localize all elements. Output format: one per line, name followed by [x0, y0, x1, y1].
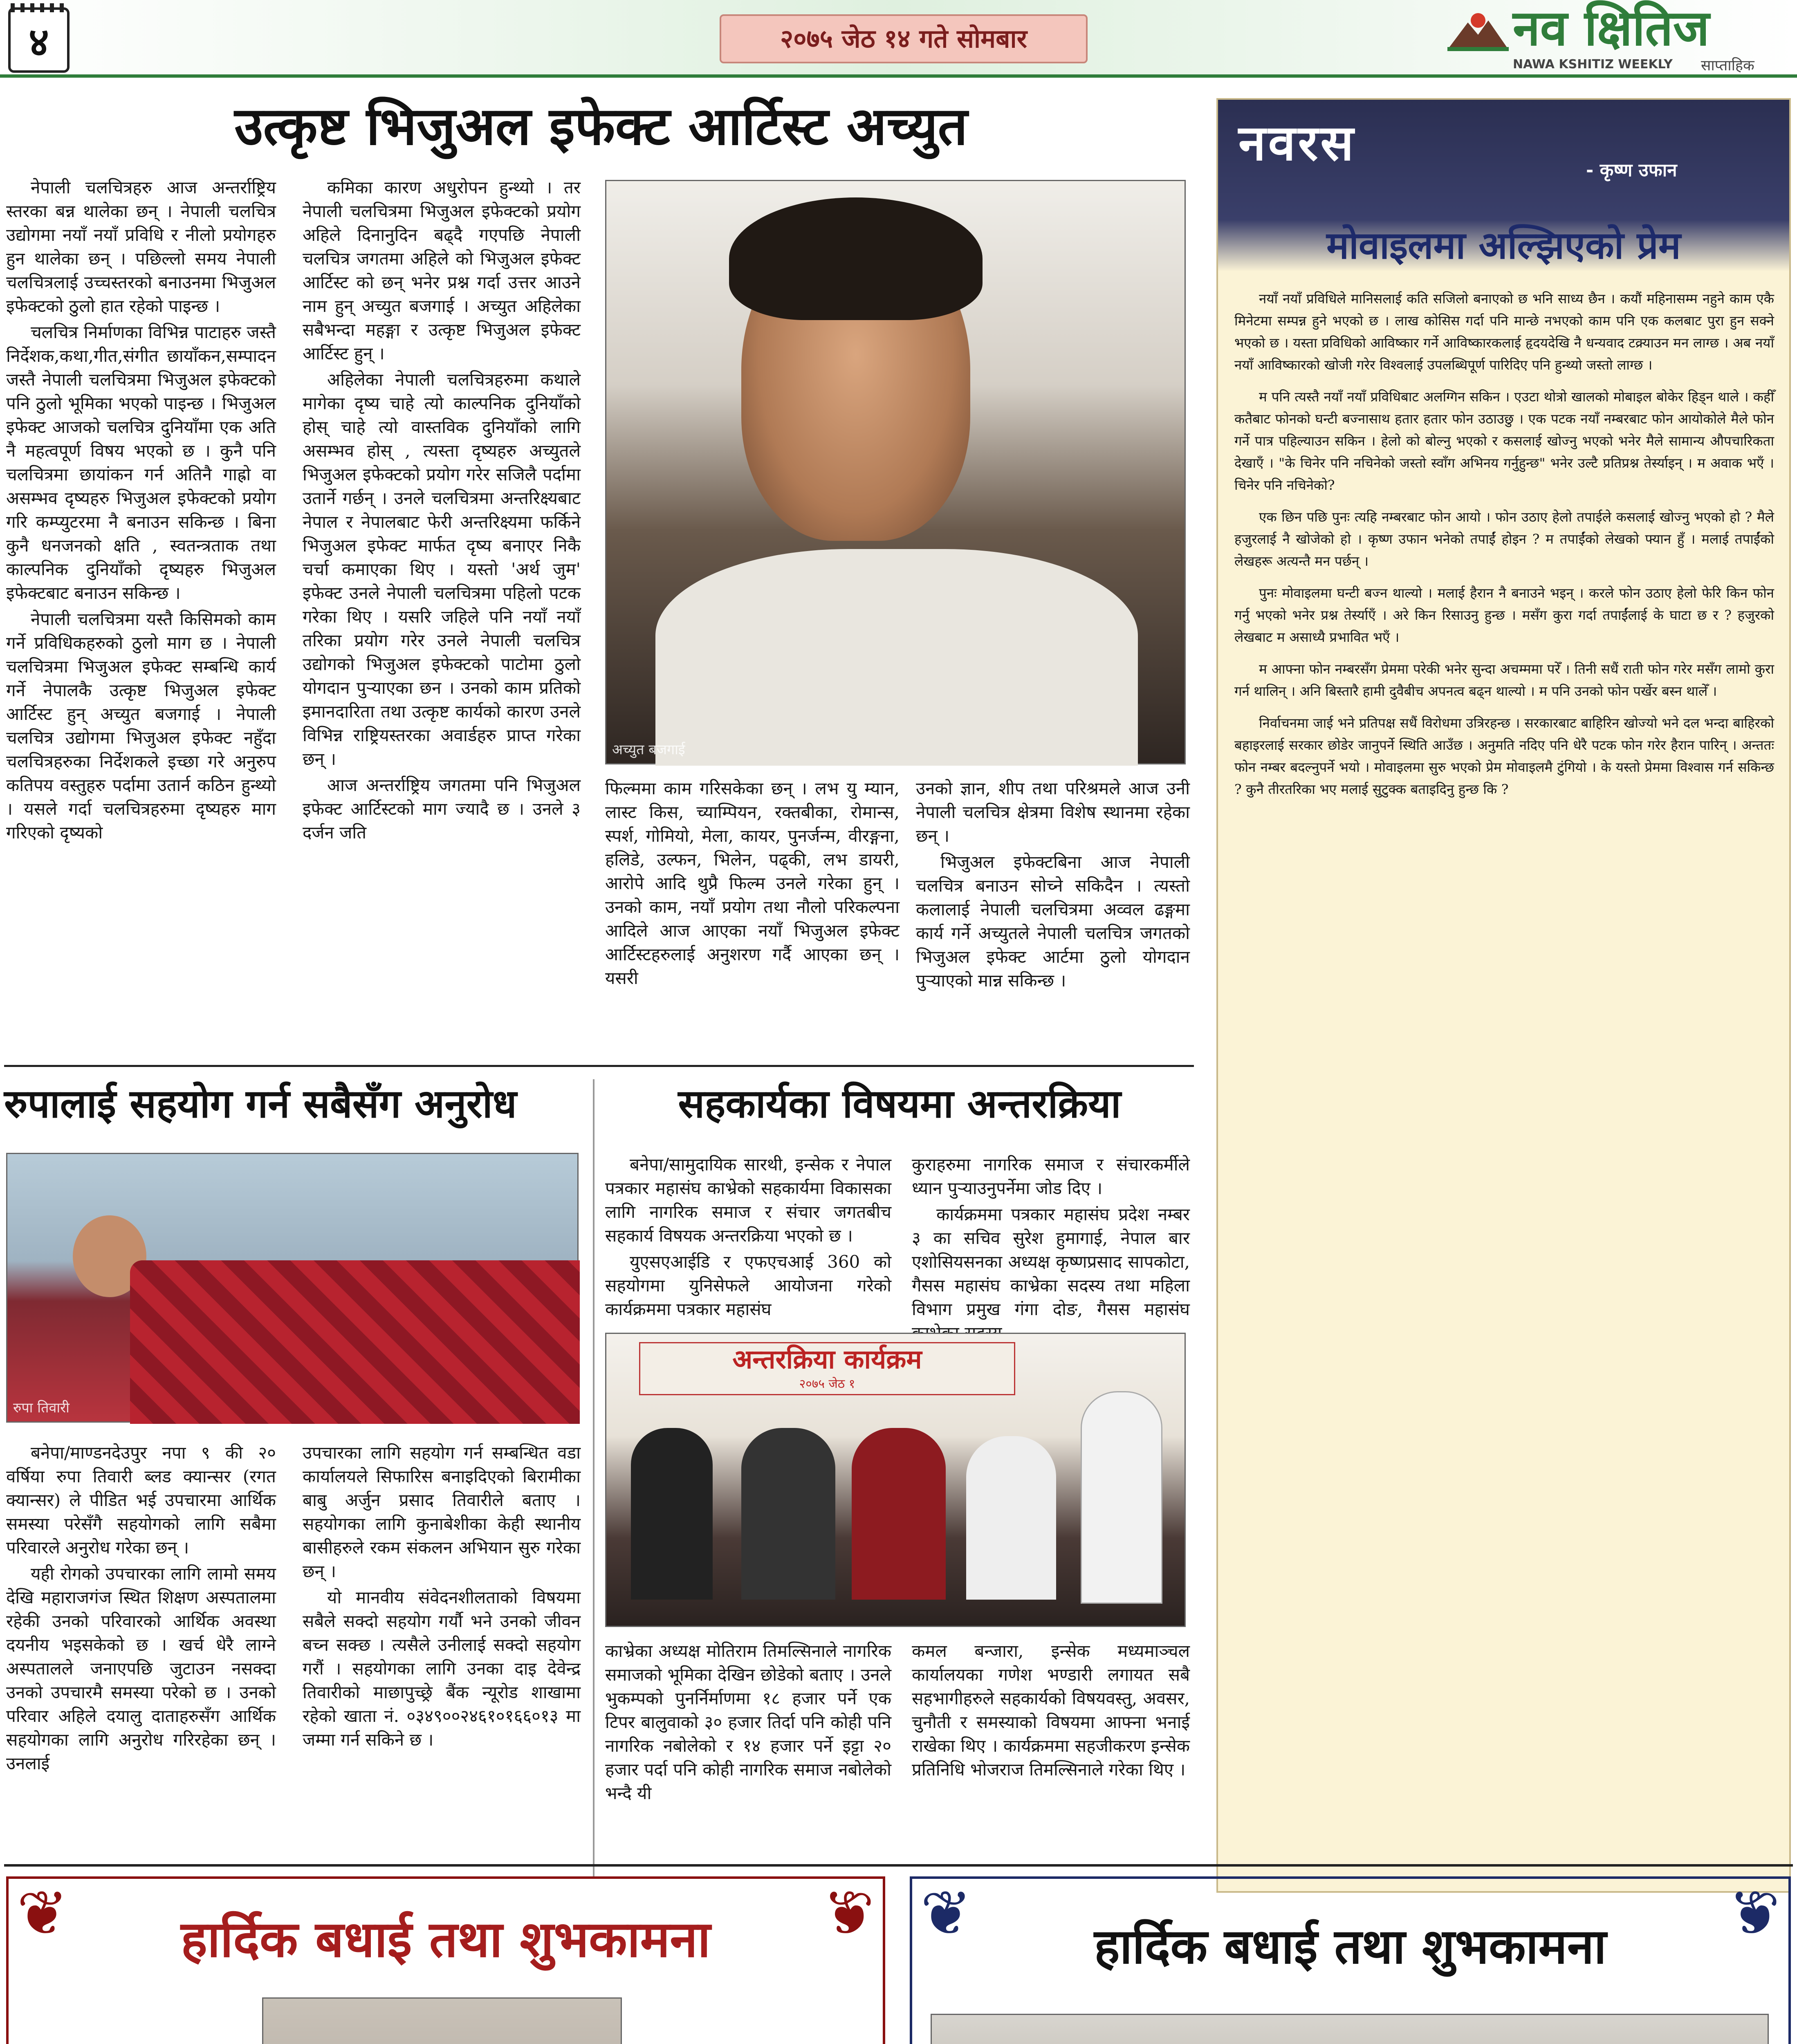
spiral-icon — [11, 3, 67, 12]
masthead-title: नव क्षितिज — [1513, 0, 1710, 57]
greeting2-group-photo — [931, 2014, 1769, 2044]
article1-portrait-photo — [605, 180, 1186, 764]
navras-para: पुनः मोवाइलमा घन्टी बज्न थाल्यो । मलाई हैरान नै बनाउने भइन् । करले फोन उठाए हेलो फेरि किन फोन गर्नु भएको भनेर प्रश्न तेर्स्याएँ । अरे किन रिसाउनु हुन्छ । मसँग कुरा गर्दा तपाईंलाई के घाटा छ र ? हजुरको लेखबाट म असाध्यै प्रभावित भएँ । — [1234, 585, 1774, 645]
corner-ornament-icon: ❦ — [1729, 1878, 1780, 1949]
article3-col3 — [605, 1639, 891, 1808]
article1-para: आज अन्तर्राष्ट्रिय जगतमा पनि भिजुअल इफेक्ट आर्टिस्टको माग ज्यादै छ । उनले ३ दर्जन जति — [303, 775, 581, 843]
greeting1-portrait-photo — [262, 1997, 622, 2044]
article1-para: भिजुअल इफेक्टबिना आज नेपाली चलचित्र बनाउन सोच्ने सकिदैन । त्यस्तो कलालाई नेपाली चलचित्रमा अव्वल ढङ्गमा कार्य गर्ने अच्युतले नेपाली चलचित्र जगतको भिजुअल इफेक्ट आर्टमा ठुलो योगदान पुऱ्याएको मान्न सकिन्छ । — [916, 852, 1190, 991]
masthead-type: साप्ताहिक — [1701, 57, 1754, 74]
navras-body — [1234, 288, 1774, 810]
article1-para: नेपाली चलचित्रमा यस्तै किसिमको काम गर्ने प्रविधिकहरुको ठुलो माग छ । नेपाली चलचित्रमा भिजुअल इफेक्ट सम्बन्धि कार्य गर्ने नेपालकै उत्कृष्ट भिजुअल इफेक्ट आर्टिस्ट हुन् अच्युत बजगाई । नेपाली चलचित्र उद्योगमा भिजुअल इफेक्ट नहुँदा चलचित्रहरुका निर्देशकले इच्छा गरे अनुरुप कतिपय वस्तुहरु पर्दामा उतार्न कठिन हुन्थ्यो । यसले गर्दा चलचित्रहरुमा दृष्यहरु माग गरिएको दृष्यको — [6, 609, 276, 843]
page-number-box — [8, 7, 70, 73]
event-person — [741, 1428, 835, 1600]
article3-title: सहकार्यका विषयमा अन्तरक्रिया — [678, 1081, 1121, 1127]
navras-author: - कृष्ण उफान — [1586, 160, 1677, 181]
article3-col4 — [912, 1639, 1190, 1784]
article3-para: कमल बन्जारा, इन्सेक मध्यमाञ्चल कार्यालयका गणेश भण्डारी लगायत सबै सहभागीहरुले सहकार्यको विषयवस्तु, अवसर, चुनौती र समस्याको विषयमा आफ्ना भनाई राखेका थिए । कार्यक्रममा सहजीकरण इन्सेक प्रतिनिधि भोजराज तिमल्सिनाले गरेका थिए । — [912, 1641, 1190, 1780]
article3-para: कार्यक्रममा पत्रकार महासंघ प्रदेश नम्बर ३ का सचिव सुरेश हुमागाई, नेपाल बार एशोसियसनका अध्यक्ष कृष्णप्रसाद सापकोटा, गैसस महासंघ काभ्रेका सदस्य तथा महिला विभाग प्रमुख गंगा दोङ, गैसस महासंघ — [912, 1204, 1190, 1319]
article2-title: रुपालाई सहयोग गर्न सबैसँग अनुरोध — [4, 1081, 517, 1127]
article2-para: यही रोगको उपचारका लागि लामो समय देखि महाराजगंज स्थित शिक्षण अस्पतालमा रहेकी उनको परिवारको आर्थिक अवस्था दयनीय भइसकेको छ । खर्च धेरै लाग्ने अस्पतालले जनाएपछि जुटाउन नसक्दा उनको उपचारमै समस्या परेको छ । उनको परिवार अहिले दयालु दाताहरुसँग आर्थिक सहयोगका लागि अनुरोध गरिरहेका छन् । उनलाई — [6, 1564, 276, 1773]
article3-para: युएसएआईडि र एफएचआई 360 को सहयोगमा युनिसेफले आयोजना गरेको कार्यक्रममा पत्रकार महासंघ — [605, 1252, 891, 1319]
article1-para: कमिका कारण अधुरोपन हुन्थ्यो । तर नेपाली चलचित्रमा भिजुअल इफेक्टको प्रयोग अहिले दिनानुदिन बढ्दै गएपछि नेपाली चलचित्र जगतमा अहिले को भिजुअल इफेक्ट आर्टिस्ट को छन् भनेर प्रश्न गर्दा उत्तर आउने नाम हुन् अच्युत बजगाई । अच्युत अहिलेका सबैभन्दा महङ्गा र उत्कृष्ट भिजुअल इफेक्ट आर्टिस्ट हुन् । — [303, 177, 581, 363]
article1-para: नेपाली चलचित्रहरु आज अन्तर्राष्ट्रिय स्तरका बन्न थालेका छन् । नेपाली चलचित्र उद्योगमा नयाँ नयाँ प्रविधि र नीलो प्रयोगहरु हुन थालेका छन् । पछिल्लो समय नेपाली चलचित्रलाई उच्चस्तरको बनाउनमा भिजुअल इफेक्टको ठुलो हात रहेको पाइन्छ । — [6, 177, 276, 316]
navras-column — [1216, 98, 1791, 1893]
article2-patient-photo — [6, 1153, 579, 1423]
article1-para: फिल्ममा काम गरिसकेका छन् । लभ यु म्यान, लास्ट किस, च्याम्पियन, रक्तबीका, रोमान्स, स्पर्श, गोमियो, मेला, कायर, पुनर्जन्म, वीरङ्गना, हलिडे, उल्फन, भिलेन, पढ्की, लभ डायरी, आरोपे आदि थुप्रै फिल्म उनले गरेका हुन् । उनको काम, नयाँ प्रयोग तथा नौलो परिकल्पना आदिले आज आएका नयाँ भिजुअल इफेक्ट आर्टिस्टहरुलाई अनुशरण गर्दै आएका छन् । यसरी — [605, 778, 900, 988]
navras-section-title: नवरस — [1238, 115, 1356, 172]
header-bar — [0, 0, 1797, 78]
navras-para: नयाँ नयाँ प्रविधिले मानिसलाई कति सजिलो बनाएको छ भनि साध्य छैन । कयौं महिनासम्म नहुने काम एकै मिनेटमा सम्पन्न हुने भएको छ । लाख कोसिस गर्दा पनि मान्छे नभएको काम पनि एक कलबाट पुरा हुन सक्ने भएको छ । यस्ता प्रविधिको आविष्कार गर्ने आविष्कारकलाई हृदयदेखि नै धन्यवाद टक्र्याउन मन लाग्छ । अब नयाँ नयाँ आविष्कारको खोजी गरेर विश्वलाई उपलब्धिपूर्ण पारिदिए पनि हुन्थ्यो जस्तो लाग्छ । — [1234, 291, 1774, 373]
page-number: ४ — [29, 19, 49, 65]
article1-para: उनको ज्ञान, शीप तथा परिश्रमले आज उनी नेपाली चलचित्र क्षेत्रमा विशेष स्थानमा रहेका छन् । — [916, 778, 1190, 846]
greeting-ad-left — [6, 1876, 885, 2044]
article1-col4 — [916, 777, 1190, 995]
portrait-shirt — [655, 549, 1138, 766]
issue-date: २०७५ जेठ १४ गते सोमबार — [780, 24, 1027, 54]
event-person — [852, 1428, 946, 1600]
patient-blanket — [130, 1260, 580, 1424]
event-banner-text: अन्तरक्रिया कार्यक्रम — [732, 1345, 922, 1375]
event-banner-date: २०७५ जेठ १ — [799, 1377, 855, 1391]
column-divider — [593, 1079, 595, 1876]
divider — [4, 1864, 1793, 1867]
corner-ornament-icon: ❦ — [920, 1878, 972, 1949]
article1-photo-caption: अच्युत बजगाई — [612, 742, 685, 758]
navras-title: मोवाइलमा अल्झिएको प्रेम — [1326, 224, 1681, 267]
navras-para: म पनि त्यस्तै नयाँ नयाँ प्रविधिबाट अलग्गिन सकिन । एउटा थोत्रो खालको मोबाइल बोकेर हिड्न थाले । कहीँ कतैबाट फोनको घन्टी बज्नासाथ हतार हतार फोन उठाउछु । एक पटक नयाँ नम्बरबाट फोन आयोकोले मैले फोन गर्ने पात्र पहिल्याउन सकिन । हेलो को बोल्नु भएको र कसलाई खोज्नु भएको भनेर मैले सामान्य औपचारिकता देखाएँ । "के चिनेर पनि नचिनेको जस्तो स्वाँग अभिनय गर्नुहुन्छ" भनेर उल्टै प्रतिप्रश्न तेर्स्याइन् । म अवाक भएँ । चिनेर पनि नचिनेको? — [1234, 389, 1774, 493]
navras-para: म आफ्ना फोन नम्बरसँग प्रेममा परेकी भनेर सुन्दा अचम्ममा परेँ । तिनी सधैं राती फोन गरेर मसँग लामो कुरा गर्न थालिन् । अनि बिस्तारै हामी दुवैबीच अपनत्व बढ्न थाल्यो । म पनि उनको फोन पर्खेर बस्न थालेँ । — [1234, 661, 1774, 699]
event-banner — [639, 1342, 1015, 1395]
article1-title: उत्कृष्ट भिजुअल इफेक्ट आर्टिस्ट अच्युत — [234, 96, 968, 157]
article3-col2 — [912, 1153, 1190, 1347]
masthead-logo-icon — [1447, 8, 1509, 57]
article1-col2 — [303, 176, 581, 847]
navras-para: निर्वाचनमा जाई भने प्रतिपक्ष सधैं विरोधमा उत्रिरहन्छ । सरकारबाट बाहिरिन खोज्यो भने दल भन्दा बाहिरको बहाइरलाई सरकार छोडेर जानुपर्ने स्थिति आउँछ । अनुमति नदिए पनि धेरै पटक फोन गरेर हैरान पारिन् । अन्ततः फोन नम्बर बदल्नुपर्ने भयो । मोवाइलमा सुरु भएको प्रेम मोवाइलमै टुंगियो । के यस्तो प्रेममा विश्वास गर्न सकिन्छ ? कुनै तीरतरिका भए मलाई सुटुक्क बताइदिनु हुन्छ कि ? — [1234, 715, 1774, 797]
corner-ornament-icon: ❦ — [823, 1878, 875, 1949]
article2-col1 — [6, 1441, 276, 1778]
article2-photo-caption: रुपा तिवारी — [13, 1400, 70, 1416]
divider — [4, 1065, 1194, 1067]
article1-para: चलचित्र निर्माणका विभिन्न पाटाहरु जस्तै निर्देशक,कथा,गीत,संगीत छायाँकन,सम्पादन जस्तै नेपाली चलचित्रमा भिजुअल इफेक्टको पनि ठुलो भूमिका भएको पाइन्छ । भिजुअल इफेक्ट आजको चलचित्र दुनियाँमा एक अति नै महत्वपूर्ण विषय भएको छ । कुनै पनि चलचित्रमा छायांकन गर्न अतिनै गाह्रो वा असम्भव दृष्यहरु भिजुअल इफेक्टको प्रयोग गरि कम्प्युटरमा नै बनाउन सकिन्छ । बिना कुनै धनजनको क्षति , स्वतन्त्रताक तथा काल्पनिक दुनियाँको दृष्यहरु भिजुअल इफेक्टबाट बनाउन सकिन्छ । — [6, 322, 276, 603]
article2-para: उपचारका लागि सहयोग गर्न सम्बन्धित वडा कार्यालयले सिफारिस बनाइदिएको बिरामीका बाबु अर्जुन प्रसाद तिवारीले बताए । सहयोगका लागि कुनाबेशीका केही स्थानीय बासीहरुले रकम संकलन अभियान सुरु गरेका छन् । — [303, 1443, 581, 1581]
masthead-subtitle: NAWA KSHITIZ WEEKLY — [1513, 57, 1673, 72]
article1-col3 — [605, 777, 900, 993]
article3-col1 — [605, 1153, 891, 1324]
article3-para: बनेपा/सामुदायिक सारथी, इन्सेक र नेपाल पत्रकार महासंघ काभ्रेको सहकार्यमा विकासका लागि नागरिक समाज र संचार जगतबीच सहकार्य विषयक अन्तरक्रिया भएको छ । — [605, 1154, 891, 1246]
article1-para: अहिलेका नेपाली चलचित्रहरुमा कथाले मागेका दृष्य चाहे त्यो काल्पनिक दुनियाँको होस् चाहे त्यो वास्तविक दुनियाँको लागि असम्भव होस् , त्यस्ता दृष्यहरु अच्युतले भिजुअल इफेक्टको प्रयोग गरेर सजिलै पर्दामा उतार्ने गर्छन् । उनले चलचित्रमा अन्तरिक्ष्यबाट नेपाल र नेपालबाट फेरी अन्तरिक्ष्यमा फर्किने भिजुअल इफेक्ट मार्फत दृष्य बनाएर निकै चर्चा कमाएका थिए । यस्तो 'अर्थ जुम' इफेक्ट उनले नेपाली चलचित्रमा पहिलो पटक गरेका थिए । यसरि जहिले पनि नयाँ नयाँ तरिका प्रयोग गरेर उनले नेपाली चलचित्र उद्योगको भिजुअल इफेक्टको पाटोमा ठुलो योगदान पुऱ्याएका छन । उनको काम प्रतिको इमानदारिता तथा उत्कृष्ट कार्यको कारण उनले विभिन्न राष्ट्रियस्तरका अवार्डहरु प्राप्त गरेका छन् । — [303, 370, 581, 769]
corner-ornament-icon: ❦ — [17, 1878, 68, 1949]
portrait-hair — [729, 197, 983, 320]
article1-col1 — [6, 176, 276, 847]
event-speaker — [1081, 1391, 1162, 1604]
article2-col2 — [303, 1441, 581, 1754]
article2-para: बनेपा/माण्डनदेउपुर नपा ९ की २० वर्षिया रुपा तिवारी ब्लड क्यान्सर (रगत क्यान्सर) ले पीडित भई उपचारमा आर्थिक समस्या परेसँगै सहयोगको लागि सबैमा परिवारले अनुरोध गरेका छन् । — [6, 1443, 276, 1558]
article2-para: यो मानवीय संवेदनशीलताको विषयमा सबैले सक्दो सहयोग गर्यौ भने उनको जीवन बच्न सक्छ । त्यसैले उनीलाई सक्दो सहयोग गरौं । सहयोगका लागि उनका दाइ देवेन्द्र तिवारीको माछापुच्छ्रे बैंक न्यूरोड शाखामा रहेको खाता नं. ०३४९००२४६१०१६६०१३ मा जम्मा गर्न सकिने छ । — [303, 1587, 581, 1750]
greeting1-title: हार्दिक बधाई तथा शुभकामना — [181, 1910, 711, 1968]
event-person — [966, 1436, 1056, 1600]
greeting2-title: हार्दिक बधाई तथा शुभकामना — [1094, 1918, 1606, 1975]
navras-para: एक छिन पछि पुनः त्यहि नम्बरबाट फोन आयो । फोन उठाए हेलो तपाईले कसलाई खोज्नु भएको हो ? मैले हजुरलाई नै खोजेको हो । कृष्ण उफान भनेको तपाईं होइन ? म तपाईंको लेखको फ्यान हुँ । मलाई तपाईंको लेखहरू अत्यन्तै मन पर्छन् । — [1234, 509, 1774, 569]
article3-para: कुराहरुमा नागरिक समाज र संचारकर्मीले ध्यान पुऱ्याउनुपर्नेमा जोड दिए । — [912, 1154, 1190, 1198]
date-banner — [720, 14, 1088, 63]
article3-event-photo — [605, 1333, 1186, 1627]
event-person — [631, 1428, 713, 1600]
greeting-ad-right — [910, 1876, 1791, 2044]
article3-para: काभ्रेका अध्यक्ष मोतिराम तिमल्सिनाले नागरिक समाजको भूमिका देखिन छोडेको बताए । उनले भुकम्पको पुनर्निर्माणमा १८ हजार पर्ने एक टिपर बालुवाको ३० हजार तिर्दा पनि कोही पनि नागरिक नबोलेको र १४ हजार पर्ने इट्टा २० हजार पर्दा पनि कोही नागरिक समाज नबोलेको भन्दै यी — [605, 1641, 891, 1803]
